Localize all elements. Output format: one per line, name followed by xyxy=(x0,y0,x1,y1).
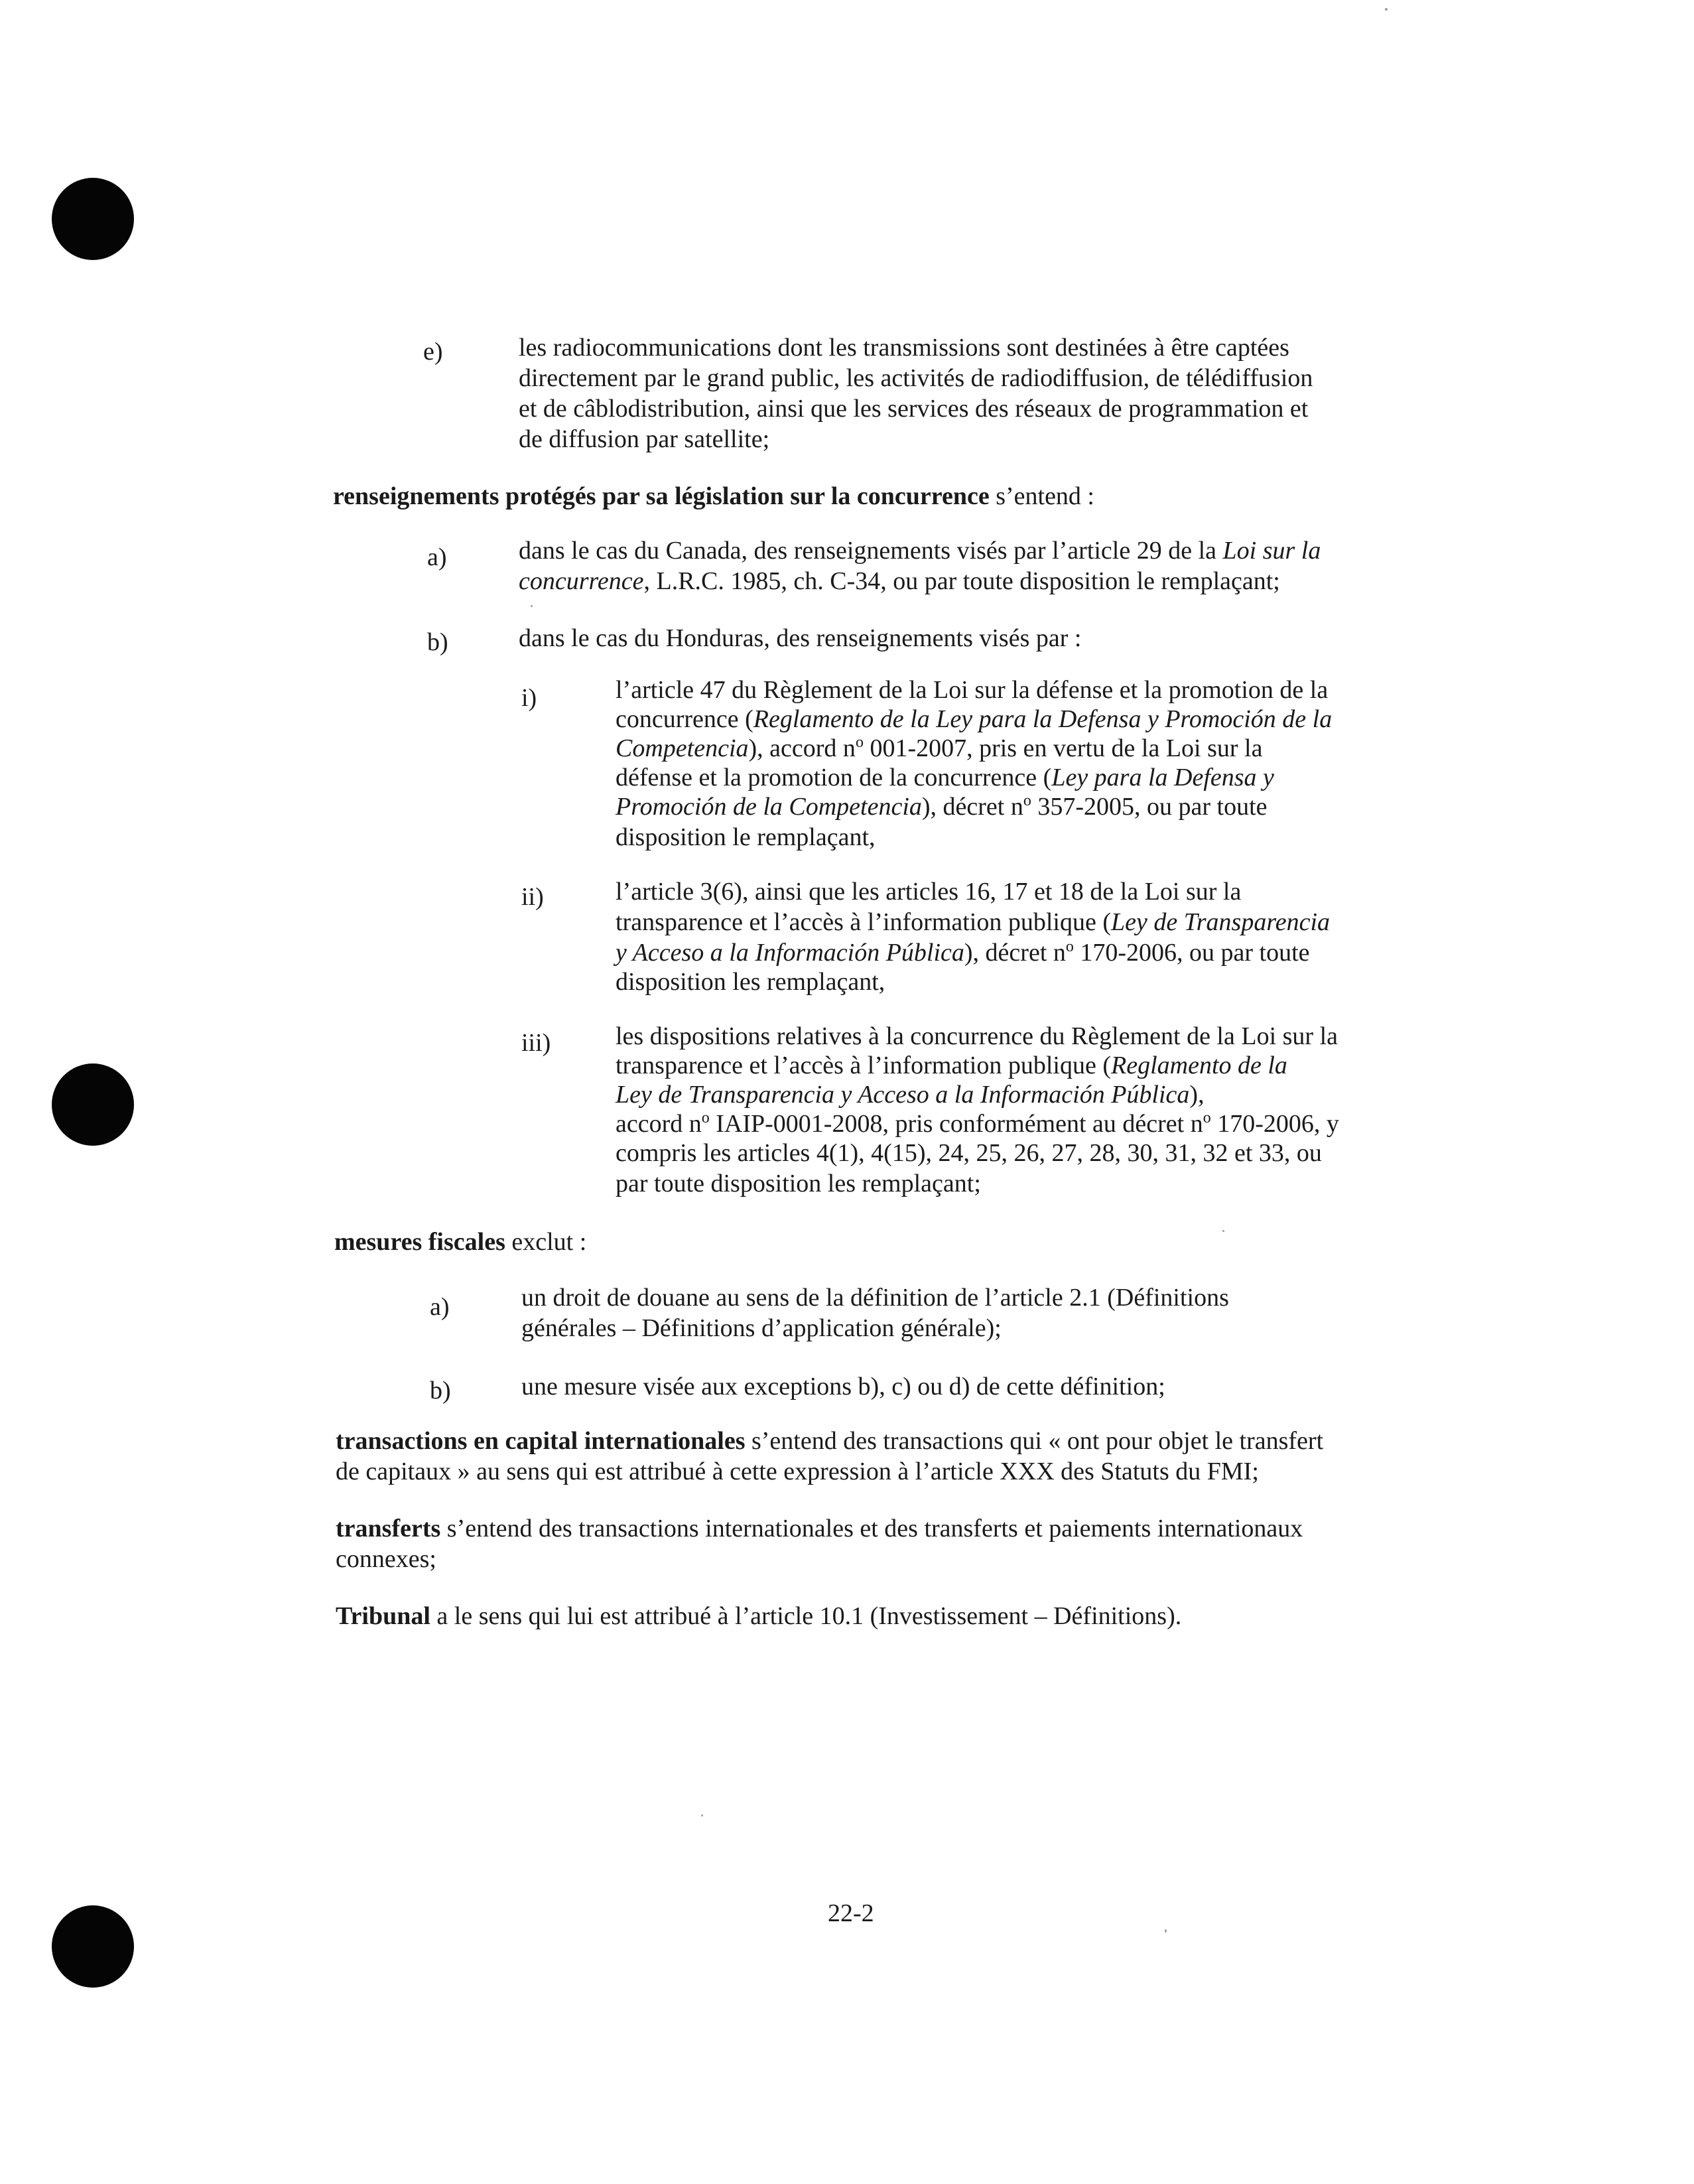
subitem-i-line-2: concurrence (Reglamento de la Ley para la Defensa y Promoción de la xyxy=(616,705,1333,733)
subitem-iii-line-5: compris les articles 4(1), 4(15), 24, 25, 26, 27, 28, 30, 31, 32 et 33, ou xyxy=(616,1139,1322,1167)
defined-term: transactions en capital internationales xyxy=(336,1427,746,1455)
subitem-i-line-6: disposition le remplaçant, xyxy=(616,823,876,851)
subitem-i-line-1: l’article 47 du Règlement de la Loi sur la défense et la promotion de la xyxy=(616,676,1329,704)
punch-hole-top xyxy=(52,178,134,260)
subitem-i-line-3: Competencia), accord $n^o$ 001-2007, pris en vertu de la Loi sur la xyxy=(616,734,1263,762)
item-e-line-3: et de câblodistribution, ainsi que les services des réseaux de programmation et xyxy=(519,395,1309,423)
item-e-label: e) xyxy=(423,338,443,366)
defined-term: mesures fiscales xyxy=(334,1228,505,1256)
item-b-text: dans le cas du Honduras, des renseignements visés par : xyxy=(519,624,1082,652)
defined-term: transferts xyxy=(336,1515,441,1542)
subitem-ii-line-4: disposition les remplaçant, xyxy=(616,968,885,996)
definition-transactions-line-2: de capitaux » au sens qui est attribué à cette expression à l’article XXX des Statuts du FMI; xyxy=(336,1458,1259,1485)
mesures-item-a-line-2: générales – Définitions d’application générale); xyxy=(521,1314,1002,1342)
subitem-iii-line-4: accord $n^o$ IAIP-0001-2008, pris conformément au décret $n^o$ 170-2006, y xyxy=(616,1109,1339,1138)
item-e-line-2: directement par le grand public, les activités de radiodiffusion, de télédiffusion xyxy=(519,364,1313,392)
definition-tribunal: Tribunal a le sens qui lui est attribué à l’article 10.1 (Investissement – Définitions). xyxy=(336,1602,1182,1630)
item-b-label: b) xyxy=(427,628,448,656)
punch-hole-bottom xyxy=(52,1905,134,1988)
subitem-ii-label: ii) xyxy=(521,883,544,911)
item-a-label: a) xyxy=(427,543,447,571)
subitem-iii-line-2: transparence et l’accès à l’information publique (Reglamento de la xyxy=(616,1052,1287,1079)
definition-mesures-heading: mesures fiscales exclut : xyxy=(334,1228,587,1256)
scan-speck xyxy=(1222,1230,1224,1232)
scan-speck xyxy=(531,605,533,607)
mesures-item-a-line-1: un droit de douane au sens de la définition de l’article 2.1 (Définitions xyxy=(521,1284,1229,1312)
punch-hole-middle xyxy=(52,1063,134,1146)
definition-renseignements-heading: renseignements protégés par sa législation sur la concurrence s’entend : xyxy=(333,482,1094,510)
scan-speck xyxy=(1165,1929,1167,1933)
item-a-line-2: concurrence, L.R.C. 1985, ch. C-34, ou par toute disposition le remplaçant; xyxy=(519,567,1280,595)
definition-transactions-line-1: transactions en capital internationales s’entend des transactions qui « ont pour objet le transfert xyxy=(336,1427,1324,1455)
subitem-i-line-4: défense et la promotion de la concurrence (Ley para la Defensa y xyxy=(616,764,1274,791)
subitem-i-line-5: Promoción de la Competencia), décret $n^o$ 357-2005, ou par toute xyxy=(616,792,1268,821)
subitem-ii-line-1: l’article 3(6), ainsi que les articles 16, 17 et 18 de la Loi sur la xyxy=(616,878,1242,906)
subitem-iii-line-1: les dispositions relatives à la concurrence du Règlement de la Loi sur la xyxy=(616,1022,1338,1050)
subitem-ii-line-2: transparence et l’accès à l’information publique (Ley de Transparencia xyxy=(616,908,1331,936)
scan-speck xyxy=(1385,8,1388,11)
scan-speck xyxy=(701,1814,703,1816)
subitem-iii-line-3: Ley de Transparencia y Acceso a la Información Pública), xyxy=(616,1081,1205,1109)
mesures-item-b-line-1: une mesure visée aux exceptions b), c) ou d) de cette définition; xyxy=(521,1373,1165,1400)
subitem-i-label: i) xyxy=(521,684,537,712)
subitem-iii-label: iii) xyxy=(521,1029,551,1057)
item-a-line-1: dans le cas du Canada, des renseignements visés par l’article 29 de la Loi sur la xyxy=(519,537,1321,565)
subitem-ii-line-3: y Acceso a la Información Pública), décret $n^o$ 170-2006, ou par toute xyxy=(616,938,1310,967)
defined-term: renseignements protégés par sa législation sur la concurrence xyxy=(333,482,990,510)
definition-transferts-line-1: transferts s’entend des transactions internationales et des transferts et paiements internationaux xyxy=(336,1515,1303,1542)
mesures-item-b-label: b) xyxy=(430,1377,451,1404)
mesures-item-a-label: a) xyxy=(430,1293,450,1321)
item-e-line-1: les radiocommunications dont les transmissions sont destinées à être captées xyxy=(519,334,1289,362)
defined-term: Tribunal xyxy=(336,1602,430,1630)
page-number: 22-2 xyxy=(828,1899,874,1927)
definition-transferts-line-2: connexes; xyxy=(336,1545,436,1573)
subitem-iii-line-6: par toute disposition les remplaçant; xyxy=(616,1170,981,1197)
item-e-line-4: de diffusion par satellite; xyxy=(519,425,770,453)
